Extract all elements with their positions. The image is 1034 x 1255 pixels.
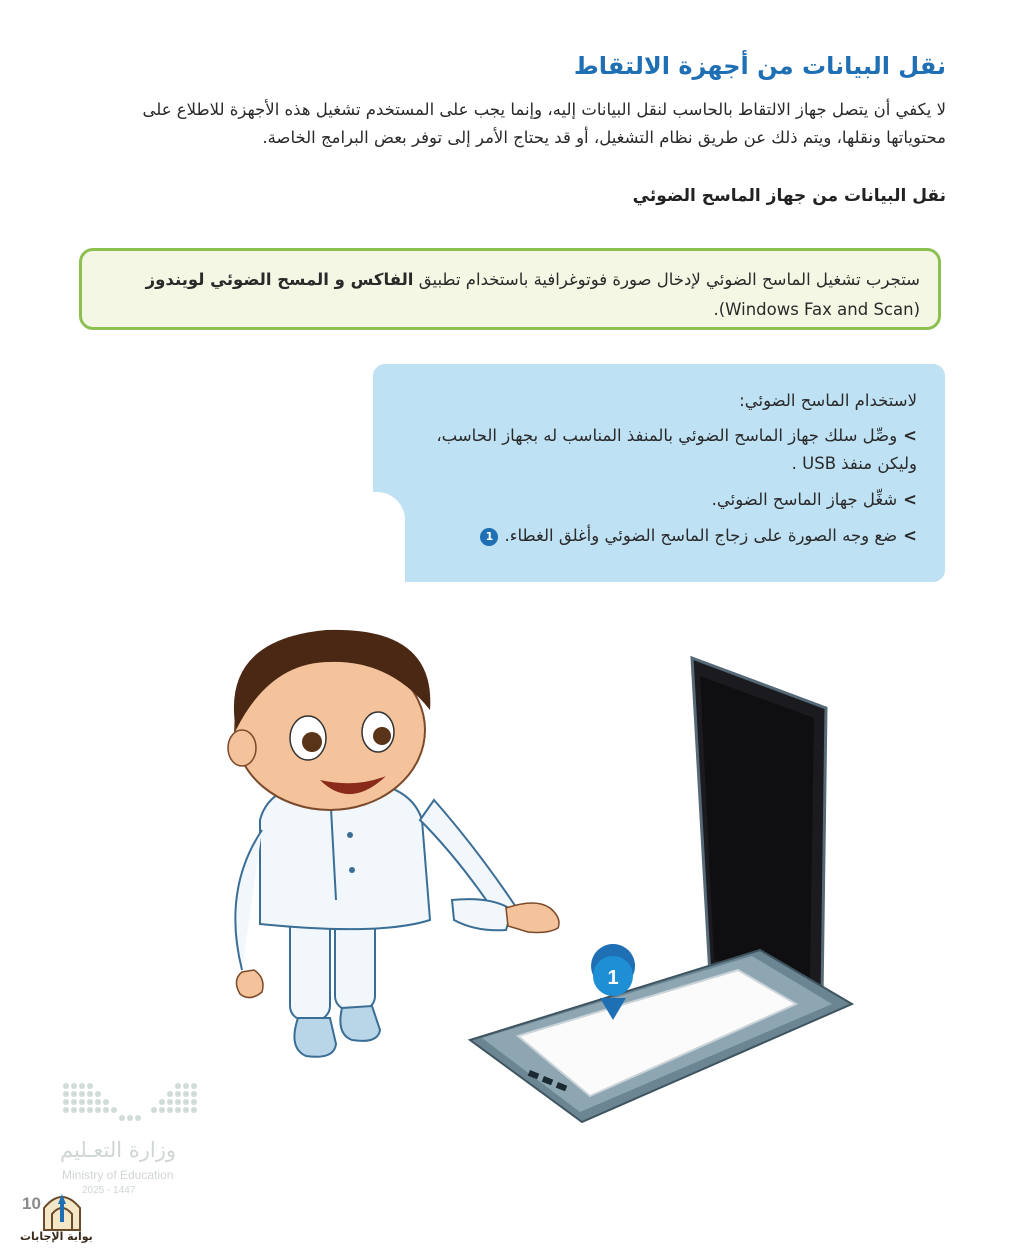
- section-subtitle: نقل البيانات من جهاز الماسح الضوئي: [632, 186, 946, 206]
- activity-text-after: (Windows Fax and Scan).: [713, 300, 920, 319]
- ministry-year: 2025 - 1447: [82, 1185, 136, 1196]
- chevron-icon: >: [903, 490, 917, 509]
- activity-text-before: ستجرب تشغيل الماسح الضوئي لإدخال صورة فوتوغرافية باستخدام تطبيق: [413, 270, 920, 289]
- marker-label: 1: [607, 967, 619, 989]
- step-text: وصِّل سلك جهاز الماسح الضوئي بالمنفذ المناسب له بجهاز الحاسب، وليكن منفذ USB .: [436, 426, 917, 473]
- scanner-icon: [470, 658, 852, 1122]
- steps-heading: لاستخدام الماسح الضوئي:: [739, 391, 917, 410]
- ministry-name-english: Ministry of Education: [62, 1168, 174, 1182]
- chevron-icon: >: [903, 426, 917, 445]
- intro-paragraph: لا يكفي أن يتصل جهاز الالتقاط بالحاسب لنقل البيانات إليه، وإنما يجب على المستخدم تشغيل هذه الأجهزة للاطلاع على محتوياتها ونقلها، ويتم ذلك عن طريق نظام التشغيل، أو قد يحتاج الأمر إلى توفر بعض البرامج الخاصة.: [142, 100, 946, 147]
- step-text: ضع وجه الصورة على زجاج الماسح الضوئي وأغلق الغطاء.: [504, 526, 898, 545]
- step-item: [413, 522, 917, 550]
- ministry-name-arabic: وزارة التعـليم: [60, 1138, 177, 1162]
- step-item: [413, 422, 917, 478]
- page-title: نقل البيانات من أجهزة الالتقاط: [573, 52, 946, 80]
- activity-box: [79, 248, 941, 330]
- boy-character-icon: [228, 630, 559, 1057]
- watermark-text: بوابة الإجابات: [20, 1230, 93, 1243]
- activity-app-name: الفاكس و المسح الضوئي لويندوز: [145, 270, 414, 289]
- watermark-logo-icon: [38, 1186, 86, 1232]
- steps-panel: [373, 364, 945, 582]
- page-number: 10: [22, 1194, 41, 1213]
- step-text: شغِّل جهاز الماسح الضوئي.: [711, 490, 898, 509]
- step-number-badge: 1: [480, 528, 498, 546]
- chevron-icon: >: [903, 526, 917, 545]
- step-item: [413, 486, 917, 514]
- panel-notch: [373, 492, 405, 582]
- boy-and-scanner-illustration: [170, 620, 870, 1140]
